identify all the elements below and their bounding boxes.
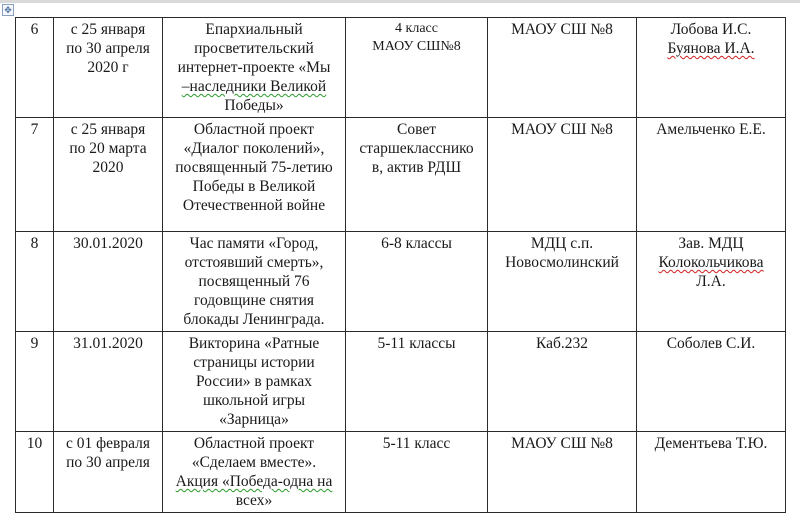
event-line: отстоявший смерть», — [184, 254, 324, 271]
event-line: Отечественной войне — [182, 197, 326, 214]
event-line: «Диалог поколений», — [183, 140, 325, 157]
place-cell[interactable] — [488, 232, 637, 332]
participants-line: 4 класс — [395, 21, 438, 36]
place-cell[interactable] — [488, 332, 637, 432]
event-line: школьной игры — [202, 392, 306, 409]
date-line: с 25 января — [70, 21, 146, 38]
event-line: Епархиальный — [205, 21, 303, 38]
event-line: блокады Ленинграда. — [183, 311, 325, 328]
responsible-cell[interactable] — [637, 432, 786, 513]
window-top-edge — [0, 0, 800, 3]
row-number-cell[interactable] — [16, 118, 54, 232]
responsible-line: Колокольчикова — [658, 254, 764, 271]
dates-cell[interactable] — [54, 432, 163, 513]
row-number-cell[interactable] — [16, 432, 54, 513]
participants-cell[interactable] — [346, 432, 488, 513]
row-number-cell[interactable] — [16, 18, 54, 118]
dates-cell[interactable] — [54, 118, 163, 232]
row-number-cell[interactable] — [16, 232, 54, 332]
event-cell[interactable] — [163, 332, 346, 432]
table-row — [16, 432, 786, 513]
event-line: Областной проект — [193, 121, 315, 138]
row-number: 7 — [30, 121, 39, 138]
event-line: России» в рамках — [196, 373, 312, 390]
event-line: годовщине снятия — [193, 292, 314, 309]
event-line: Победы» — [224, 97, 284, 114]
date-line: по 30 апреля — [66, 40, 150, 57]
participants-line: Совет — [397, 121, 436, 138]
place-cell[interactable] — [488, 18, 637, 118]
participants-line: 5-11 класс — [382, 435, 451, 452]
responsible-cell[interactable] — [637, 232, 786, 332]
event-cell[interactable] — [163, 432, 346, 513]
responsible-line: Буянова И.А. — [667, 40, 755, 57]
place-line: Каб.232 — [535, 335, 589, 352]
date-line: с 01 февраля — [65, 435, 150, 452]
table-move-handle-icon[interactable]: ✥ — [2, 4, 14, 16]
events-table — [15, 17, 786, 513]
event-line: посвященный 75-летию — [175, 159, 333, 176]
responsible-cell[interactable] — [637, 18, 786, 118]
row-number-cell[interactable] — [16, 332, 54, 432]
responsible-line: Лобова И.С. — [670, 21, 752, 38]
date-line: по 20 марта — [69, 140, 147, 157]
participants-line: 6-8 классы — [381, 235, 452, 252]
place-cell[interactable] — [488, 118, 637, 232]
event-line: Викторина «Ратные — [188, 335, 320, 352]
participants-line: старшекласснико — [359, 140, 474, 157]
event-line: Победы в Великой — [192, 178, 316, 195]
event-line: посвященный 76 — [198, 273, 310, 290]
event-cell[interactable] — [163, 18, 346, 118]
participants-line: 5-11 классы — [377, 335, 456, 352]
responsible-line: Амельченко Е.Е. — [656, 121, 766, 138]
event-line: «Сделаем вместе». — [191, 454, 317, 471]
table-row — [16, 18, 786, 118]
place-line: МАОУ СШ №8 — [511, 21, 613, 38]
participants-cell[interactable] — [346, 232, 488, 332]
row-number: 10 — [26, 435, 43, 452]
event-cell[interactable] — [163, 232, 346, 332]
table-row — [16, 118, 786, 232]
participants-line: в, актив РДШ — [371, 159, 462, 176]
dates-cell[interactable] — [54, 18, 163, 118]
place-cell[interactable] — [488, 432, 637, 513]
dates-cell[interactable] — [54, 332, 163, 432]
event-line: Областной проект — [193, 435, 315, 452]
place-line: МАОУ СШ №8 — [511, 121, 613, 138]
row-number: 6 — [30, 21, 39, 38]
event-line: просветительский — [194, 40, 314, 57]
event-cell[interactable] — [163, 118, 346, 232]
date-line: по 30 апреля — [66, 454, 150, 471]
responsible-line: Дементьева Т.Ю. — [654, 435, 768, 452]
event-line: страницы истории — [193, 354, 315, 371]
event-line: –наследники Великой — [181, 78, 327, 95]
participants-cell[interactable] — [346, 18, 488, 118]
row-number: 8 — [30, 235, 39, 252]
responsible-cell[interactable] — [637, 118, 786, 232]
date-line: с 25 января — [70, 121, 146, 138]
date-line: 2020 — [92, 159, 124, 176]
event-line: всех» — [235, 492, 273, 509]
place-line: МДЦ с.п. — [530, 235, 594, 252]
participants-cell[interactable] — [346, 118, 488, 232]
dates-cell[interactable] — [54, 232, 163, 332]
row-number: 9 — [30, 335, 39, 352]
responsible-line: Л.А. — [696, 273, 726, 290]
date-line: 31.01.2020 — [73, 335, 143, 352]
participants-cell[interactable] — [346, 332, 488, 432]
responsible-line: Зав. МДЦ — [678, 235, 744, 252]
date-line: 30.01.2020 — [73, 235, 143, 252]
responsible-line: Соболев С.И. — [666, 335, 756, 352]
event-line: интернет-проекте «Мы — [177, 59, 331, 76]
table-row — [16, 232, 786, 332]
date-line: 2020 г — [87, 59, 129, 76]
table-row — [16, 332, 786, 432]
event-line: «Зарница» — [219, 411, 289, 428]
place-line: МАОУ СШ №8 — [511, 435, 613, 452]
event-line: Акция «Победа-одна на — [175, 473, 333, 490]
event-line: Час памяти «Город, — [189, 235, 319, 252]
participants-line: МАОУ СШ№8 — [372, 39, 461, 54]
responsible-cell[interactable] — [637, 332, 786, 432]
place-line: Новосмолинский — [505, 254, 619, 271]
